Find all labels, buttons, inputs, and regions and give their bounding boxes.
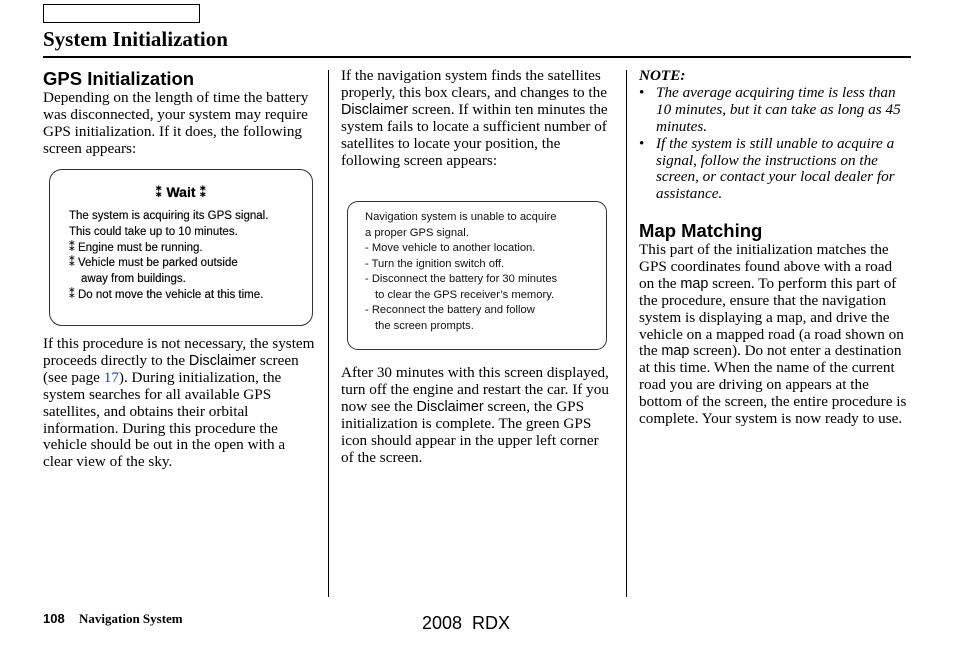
note-label: NOTE: (639, 67, 686, 84)
disclaimer-keyword: Disclaimer (188, 352, 257, 369)
text-span: screen. If within ten minutes the system fails to locate a sufficient number of satellites to locate your position, the following screen appears: (341, 100, 608, 169)
disclaimer-keyword: Disclaimer (341, 101, 409, 118)
restart-paragraph (341, 365, 613, 466)
wait-line: The system is acquiring its GPS signal. (69, 210, 269, 222)
gps-initialization-heading: GPS Initialization (43, 68, 195, 89)
gps-unable-text (365, 210, 557, 334)
satellites-paragraph (341, 68, 613, 169)
page-17-link[interactable]: 17 (103, 368, 119, 386)
wait-line: ⁑ Engine must be running. (69, 241, 203, 254)
column-divider-1 (328, 70, 329, 597)
wait-screen-title: ⁑ Wait ⁑ (155, 184, 207, 200)
text-span: screen (see page (43, 351, 299, 386)
column-divider-2 (626, 70, 627, 597)
text-span: If the navigation system finds the satellites properly, this box clears, and changes to the (341, 67, 607, 101)
footer-model: 2008 RDX (422, 613, 511, 633)
note-item: • The average acquiring time is less than 10 minutes, but it can take as long as 45 minutes. (639, 85, 911, 136)
column-3-notes (639, 68, 911, 203)
title-rule (43, 56, 911, 58)
text-span: screen. To perform this part of the procedure, ensure that the navigation system is displaying a map, and drive the vehicle on a mapped road (a road shown on the (639, 274, 904, 360)
wait-line: This could take up to 10 minutes. (69, 225, 238, 238)
map-matching-paragraph (639, 242, 911, 428)
gps-item: - Move vehicle to another location. (365, 242, 536, 254)
page-number: 108 (43, 611, 65, 626)
note-list (639, 85, 911, 203)
column-3 (639, 220, 911, 428)
page-title: System Initialization (43, 27, 228, 51)
gps-item: - Turn the ignition switch off. (365, 257, 505, 270)
wait-screen-text (69, 209, 268, 304)
map-keyword: map (661, 343, 690, 360)
map-matching-heading: Map Matching (639, 220, 763, 241)
gps-line: Navigation system is unable to acquire (365, 211, 557, 223)
gps-item: to clear the GPS receiver’s memory. (375, 288, 555, 301)
gps-item: the screen prompts. (375, 319, 474, 332)
note-item: • If the system is still unable to acquire a signal, follow the instructions on the screen, or contact your local dealer for assistance. (639, 136, 911, 204)
text-span: This part of the initialization matches the GPS coordinates found above with a road on the (639, 241, 893, 292)
text-span: screen). Do not enter a destination at this time. When the name of the current road you are driving on appears at the bottom of the screen, the entire procedure is complete. Your system is now ready to use. (639, 342, 907, 428)
wait-line: away from buildings. (81, 273, 186, 286)
gps-unable-screen-illustration (347, 201, 607, 350)
gps-line: a proper GPS signal. (365, 226, 469, 239)
header-tab-box (43, 4, 200, 23)
column-2-lower (341, 365, 613, 466)
gps-intro-paragraph: Depending on the length of time the battery was disconnected, your system may require GPS initialization. If it does, the following screen appears: (43, 89, 309, 157)
disclaimer-keyword: Disclaimer (416, 398, 484, 415)
map-keyword: map (680, 275, 709, 292)
footer-section: Navigation System (79, 611, 183, 626)
wait-line: ⁑ Do not move the vehicle at this time. (69, 288, 264, 301)
text-span: screen, the GPS initialization is complete. The green GPS icon should appear in the upper left corner of the screen. (341, 397, 599, 466)
gps-item: - Disconnect the battery for 30 minutes (365, 273, 558, 285)
column-1 (43, 68, 315, 158)
text-span: ). During initialization, the system searches for all available GPS satellites, and obtains their orbital information. During this procedure the vehicle should be out in the open with a clear view of the sky. (43, 368, 286, 471)
text-span: After 30 minutes with this screen displayed, turn off the engine and restart the car. If you now see the (341, 364, 609, 415)
column-1-lower (43, 336, 315, 471)
wait-screen-illustration (49, 169, 313, 326)
gps-procedure-paragraph (43, 336, 315, 471)
column-2 (341, 68, 613, 169)
text-span: If this procedure is not necessary, the system proceeds directly to the (43, 335, 315, 369)
gps-item: - Reconnect the battery and follow (365, 304, 535, 316)
wait-line: ⁑ Vehicle must be parked outside (69, 257, 238, 270)
